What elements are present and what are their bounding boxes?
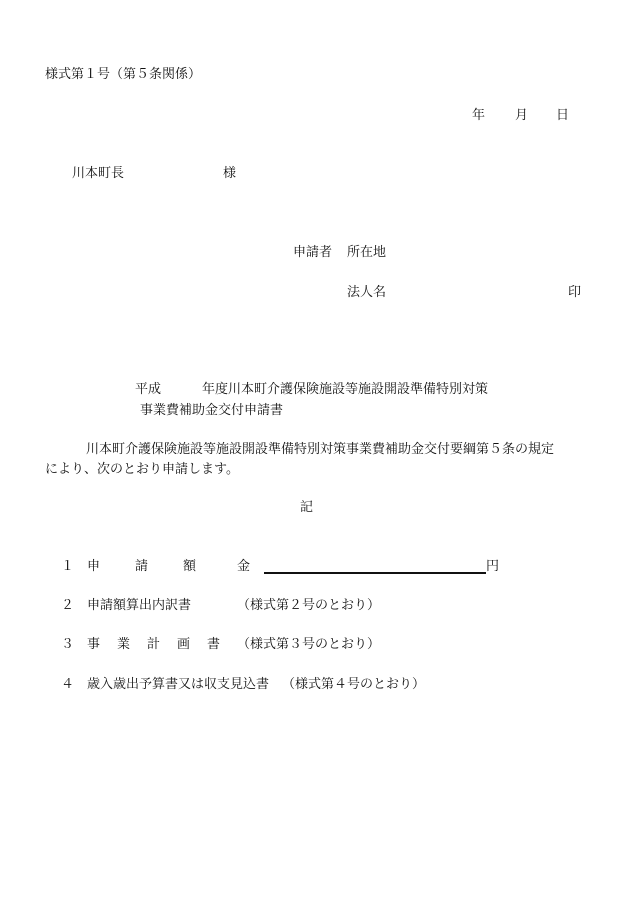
item-label-char: 金 [237, 559, 251, 574]
item-label: 歳入歳出予算書又は収支見込書 [87, 677, 270, 692]
applicant-label: 申請者 [293, 245, 333, 260]
seal-mark: 印 [568, 285, 582, 300]
amount-blank-line [264, 572, 486, 574]
item-label-char: 業 [117, 637, 131, 652]
item-note: （様式第４号のとおり） [282, 677, 426, 692]
form-number: 様式第１号（第５条関係） [45, 67, 202, 82]
address-label: 所在地 [347, 245, 387, 260]
item-note: （様式第２号のとおり） [237, 598, 381, 613]
day-label: 日 [556, 108, 570, 123]
corp-name-label: 法人名 [347, 285, 387, 300]
item-label-char: 計 [147, 637, 161, 652]
addressee-honorific: 様 [223, 166, 237, 181]
item-number: ２ [61, 598, 75, 613]
title-era: 平成 [135, 382, 162, 397]
item-label-char: 請 [135, 559, 149, 574]
addressee-name: 川本町長 [72, 166, 125, 181]
month-label: 月 [515, 108, 529, 123]
ki-heading: 記 [300, 500, 314, 515]
item-number: １ [61, 559, 75, 574]
item-label-char: 書 [207, 637, 221, 652]
body-line-2: により、次のとおり申請します。 [45, 462, 239, 477]
body-line-1: 川本町介護保険施設等施設開設準備特別対策事業費補助金交付要綱第５条の規定 [86, 442, 555, 457]
amount-unit: 円 [486, 559, 500, 574]
item-label-char: 画 [177, 637, 191, 652]
title-line-1: 年度川本町介護保険施設等施設開設準備特別対策 [202, 382, 489, 397]
item-label-char: 申 [87, 559, 101, 574]
item-number: ３ [61, 637, 75, 652]
item-label-char: 事 [87, 637, 101, 652]
item-label: 申請額算出内訳書 [87, 598, 192, 613]
year-label: 年 [472, 108, 486, 123]
item-note: （様式第３号のとおり） [237, 637, 381, 652]
item-number: ４ [61, 677, 75, 692]
title-line-2: 事業費補助金交付申請書 [140, 403, 284, 418]
item-label-char: 額 [183, 559, 197, 574]
